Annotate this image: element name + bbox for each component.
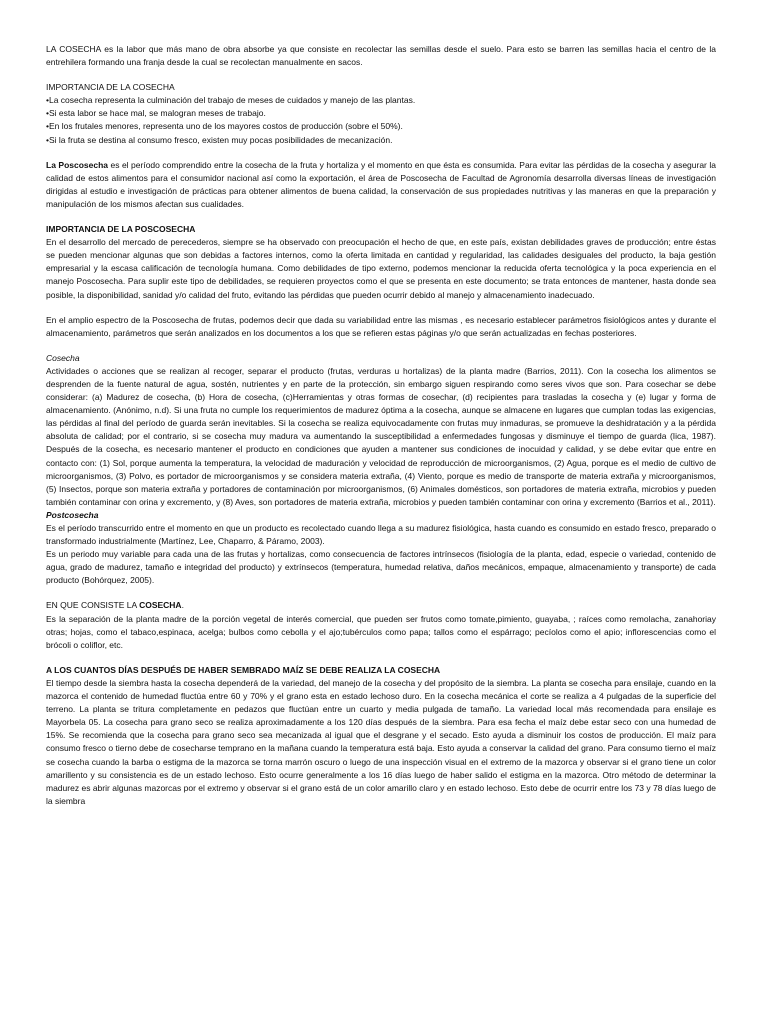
list-item: • Si esta labor se hace mal, se malogran meses de trabajo. (46, 107, 716, 120)
poscosecha-definition-text: es el período comprendido entre la cosecha de la fruta y hortaliza y el momento en que ésta es consumida. Para evitar las pérdidas de la cosecha y asegurar la calidad de estos alimentos para el consumidor nacional así como la exportación, el área de Poscosecha de Facultad de Agronomía desarrolla diversas líneas de investigación dirigidas al estudio e investigación de prácticas para obtener alimentos de buena calidad, la conservación de sus propiedades nutritivas y las maneras en que la preparación y manipulación de los mismos afectan sus cualidades. (46, 159, 716, 209)
poscosecha-term: La Poscosecha (46, 159, 109, 170)
importancia-poscosecha-heading: IMPORTANCIA DE LA POSCOSECHA (46, 224, 196, 235)
importancia-cosecha-heading: IMPORTANCIA DE LA COSECHA (46, 82, 175, 93)
en-que-consiste-heading (46, 599, 716, 612)
espectro-paragraph: En el amplio espectro de la Poscosecha de frutas, podemos decir que dada su variabilidad entre las mismas , es necesario establecer parámetros fisiológicos antes y durante el almacenamiento, parámetros que serán analizados en los documentos a los que se refieren estas páginas y/o que serán actualizadas en fechas posteriores. (46, 314, 716, 338)
maiz-paragraph: El tiempo desde la siembra hasta la cosecha dependerá de la variedad, del manejo de la cosecha y del propósito de la siembra. La planta se cosecha para ensilaje, cuando en la mazorca el contenido de humedad fluctúa entre 60 y 70% y el grano esta en estado lechoso duro. En la cosecha mecánica el corte se realiza a 4 pulgadas de la superficie del terreno. La planta se tritura completamente en pedazos que fluctúan entre un cuarto y media pulgada de tamaño. La variedad local más recomendada para ensilaje es Mayorbela 05. La cosecha para grano seco se realiza aproximadamente a los 120 días después de la siembra. Para esa fecha el maíz debe estar seco con una humedad de 15%. Se recomienda que la cosecha para grano seco sea mecanizada al igual que el desgrane y el secado. Esto ayuda a disminuir los costos de producción. El maíz para consumo fresco o tierno debe de cosecharse temprano en la mañana cuando la temperatura está baja. Esto ayuda a conservar la calidad del grano. Para consumo tierno el maíz se cosecha cuando la barba o estigma de la mazorca se torna marrón oscuro o luego de una inspección visual en el extremo de la mazorca y observar si el grano tiene un color amarillento y su consistencia es de un estado lechoso. Esto ocurre generalmente a los 16 días luego de haber salido el estigma en la mazorca. Otro método de determinar la madurez es abrir algunas mazorcas por el extremo y observar si el grano está de un color amarillo claro y en estado lechoso. Esto debe de ocurrir entre los 73 y 78 días luego de la siembra (46, 677, 716, 806)
importancia-cosecha-list (46, 94, 716, 146)
en-que-consiste-prefix: EN QUE CONSISTE LA (46, 600, 140, 611)
postcosecha-paragraph-2: Es un periodo muy variable para cada una de las frutas y hortalizas, como consecuencia de factores intrínsecos (fisiología de la planta, edad, especie o variedad, contenido de agua, grado de madurez, tamaño e integridad del producto) y extrínsecos (temperatura, humedad relativa, daños mecánicos, empaque, almacenamiento y transporte) de cada producto (Bohórquez, 2005). (46, 549, 716, 586)
poscosecha-definition-paragraph (46, 159, 716, 211)
postcosecha-paragraph-1: Es el período transcurrido entre el momento en que un producto es recolectado cuando llega a su madurez fisiológica, hasta cuando es consumido en estado fresco, preparado o transformado industrialmente (Martínez, Lee, Chaparro, & Páramo, 2003). (46, 523, 716, 547)
list-item: • La cosecha representa la culminación del trabajo de meses de cuidados y manejo de las plantas. (46, 94, 716, 107)
en-que-consiste-paragraph: Es la separación de la planta madre de la porción vegetal de interés comercial, que pueden ser frutos como tomate,pimiento, guayaba, ; raíces como remolacha, zanahoriay otras; hojas, como el tabaco,espinaca, acelga; bulbos como cebolla y el ajo;tubérculos como papa; tallos como el espárrago; pecíolos como el apio; inflorescencias como el brócoli o coliflor, etc. (46, 613, 716, 650)
cosecha-section-heading: Cosecha (46, 352, 80, 363)
en-que-consiste-keyword: COSECHA (139, 600, 182, 611)
intro-paragraph: LA COSECHA es la labor que más mano de obra absorbe ya que consiste en recolectar las semillas desde el suelo. Para esto se barren las semillas hacia el centro de la entrehilera formando una franja desde la cual se recolectan manualmente en sacos. (46, 44, 716, 68)
list-item: • En los frutales menores, representa uno de los mayores costos de producción (sobre el 50%). (46, 120, 716, 133)
postcosecha-section-heading: Postcosecha (46, 509, 99, 520)
cosecha-section-paragraph: Actividades o acciones que se realizan al recoger, separar el producto (frutas, verduras u hortalizas) de la planta madre (Barrios, 2011). Con la cosecha los alimentos se desprenden de la fuente natural de agua, sostén, nutrientes y en parte de la protección, sin embargo siguen respirando como seres vivos que son. Para cosechar se debe considerar: (a) Madurez de cosecha, (b) Hora de cosecha, (c)Herramientas y otras formas de cosechar, (d) recipientes para trasladas la cosecha y (e) lugar y forma de almacenamiento. (Anónimo, n.d). Si una fruta no cumple los requerimientos de madurez óptima a la cosecha, aunque se almacene en lugares que cumplan todas las exigencias, las pérdidas al final del período de guarda serán inevitables. Si la cosecha se realiza equivocadamente con frutas muy inmaduras, se promueve la deshidratación y a la pérdida absoluta de calidad; por el contrario, si se cosecha muy madura va aumentando la susceptibilidad a enfermedades fungosas y disminuye el tiempo de guarda (Iica, 1987). Después de la cosecha, es necesario mantener el producto en condiciones que ayuden a mantener sus condiciones de inocuidad y calidad, y se debe evitar que entre en contacto con: (1) Sol, porque aumenta la temperatura, la velocidad de maduración y velocidad de reproducción de microorganismos, (2) Agua, porque es el medio de cultivo de microorganismos, (3) Polvo, es portador de microorganismos y se considera materia extraña, (4) Viento, porque es medio de transporte de materia extraña y microorganismos, (5) Insectos, porque son materia extraña y portadores de contaminación por microorganismos, (6) Animales domésticos, son portadores de materia extraña, microbios y pueden también contaminar con orina y excremento, y (8) Aves, son portadores de materia extraña, microbios y pueden también contaminar con orina y excremento (Barrios et al., 2011). (46, 365, 716, 507)
list-item: • Si la fruta se destina al consumo fresco, existen muy pocas posibilidades de mecanización. (46, 134, 716, 147)
importancia-poscosecha-paragraph: En el desarrollo del mercado de perecederos, siempre se ha observado con preocupación el hecho de que, en este país, existan debilidades graves de producción; entre éstas se pueden mencionar algunas que son debidas a factores internos, como la oferta limitada en cantidad y regularidad, las calidades desiguales del producto, la baja gestión empresarial y la escasa calificación de tecnología humana. Como debilidades de tipo externo, podemos mencionar la reducida oferta tecnológica y la poca experiencia en el manejo Poscosecha. Para suplir este tipo de debilidades, se requieren proyectos como el que se presenta en este documento; se trata entonces de mantener, hasta donde sea posible, la disponibilidad, sanidad y/o calidad del fruto, evitando las pérdidas que pueden ocurrir debido al manejo y almacenamiento inadecuado. (46, 237, 716, 300)
en-que-consiste-suffix: . (181, 600, 184, 611)
maiz-heading: A LOS CUANTOS DÍAS DESPUÉS DE HABER SEMBRADO MAÍZ SE DEBE REALIZA LA COSECHA (46, 664, 441, 675)
